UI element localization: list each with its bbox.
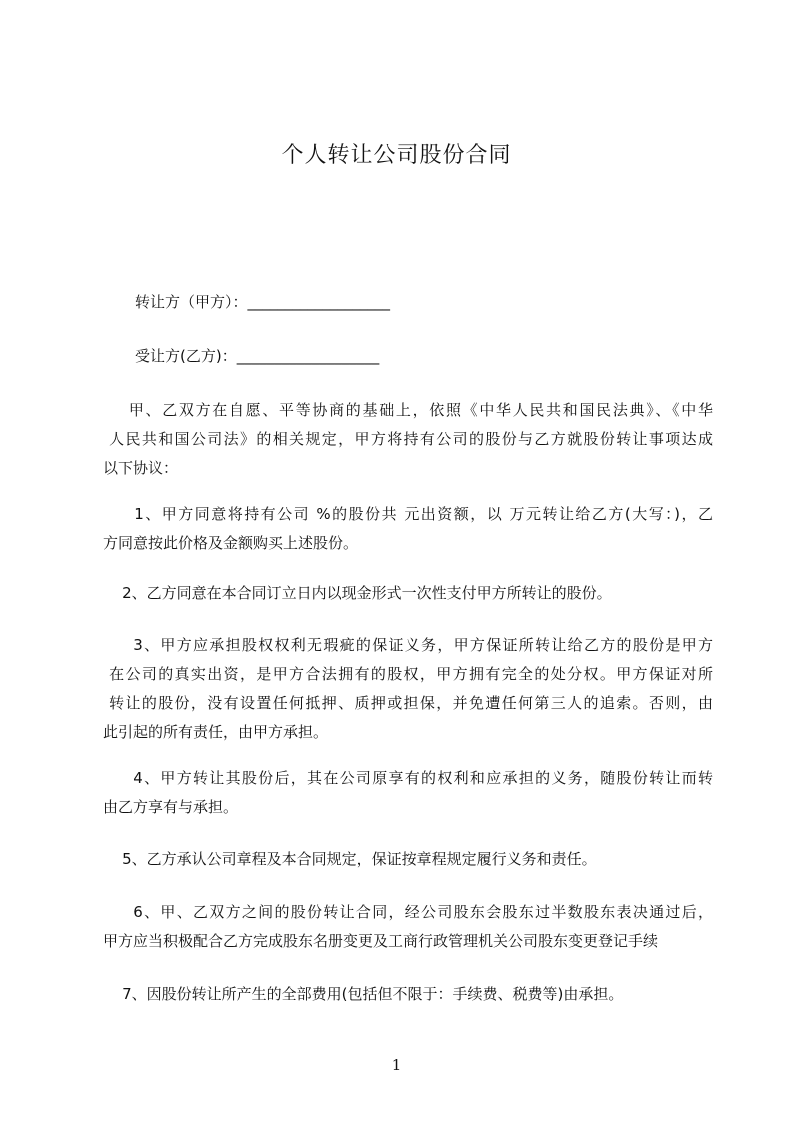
paragraph-line: 甲方应当积极配合乙方完成股东名册变更及工商行政管理机关公司股东变更登记手续 — [103, 932, 659, 950]
clause-6 — [103, 898, 713, 956]
clause-3 — [103, 631, 713, 747]
paragraph-line: 人民共和国公司法》的相关规定，甲方将持有公司的股份与乙方就股份转让事项达成 — [103, 430, 713, 448]
clause-4 — [103, 764, 713, 822]
paragraph-line: 4、甲方转让其股份后，其在公司原享有的权利和应承担的义务，随股份转让而转 — [103, 769, 713, 787]
clause-7 — [103, 980, 713, 1009]
paragraph-line: 方同意按此价格及金额购买上述股份。 — [103, 534, 359, 552]
paragraph-line: 此引起的所有责任，由甲方承担。 — [103, 723, 329, 741]
clause-2 — [103, 579, 713, 608]
transferor-line: 转让方（甲方）：___________________ — [135, 293, 391, 311]
paragraph-line: 2、乙方同意在本合同订立日内以现金形式一次性支付甲方所转让的股份。 — [103, 584, 612, 602]
paragraph-line: 在公司的真实出资，是甲方合法拥有的股权，甲方拥有完全的处分权。甲方保证对所 — [103, 665, 713, 683]
paragraph-line: 7、因股份转让所产生的全部费用(包括但不限于：手续费、税费等)由承担。 — [103, 985, 624, 1003]
paragraph-line: 转让的股份，没有设置任何抵押、质押或担保，并免遭任何第三人的追索。否则，由 — [103, 694, 713, 712]
paragraph-line: 以下协议： — [103, 459, 179, 477]
paragraph-line: 甲、乙双方在自愿、平等协商的基础上，依照《中华人民共和国民法典》、《中华 — [103, 401, 713, 419]
clause-5 — [103, 845, 713, 874]
document-title: 个人转让公司股份合同 — [281, 143, 512, 168]
paragraph-line: 1、甲方同意将持有公司 %的股份共 元出资额，以 万元转让给乙方(大写：)，乙 — [103, 505, 713, 523]
paragraph-preamble — [103, 396, 713, 483]
paragraph-line: 由乙方享有与承担。 — [103, 798, 239, 816]
paragraph-line: 6、甲、乙双方之间的股份转让合同，经公司股东会股东过半数股东表决通过后， — [103, 903, 713, 921]
paragraph-line: 3、甲方应承担股权权利无瑕疵的保证义务，甲方保证所转让给乙方的股份是甲方 — [103, 636, 713, 654]
transferee-line: 受让方(乙方)：___________________ — [135, 347, 380, 365]
paragraph-line: 5、乙方承认公司章程及本合同规定，保证按章程规定履行义务和责任。 — [103, 850, 597, 868]
page-number: 1 — [391, 1056, 402, 1074]
clause-1 — [103, 500, 713, 558]
